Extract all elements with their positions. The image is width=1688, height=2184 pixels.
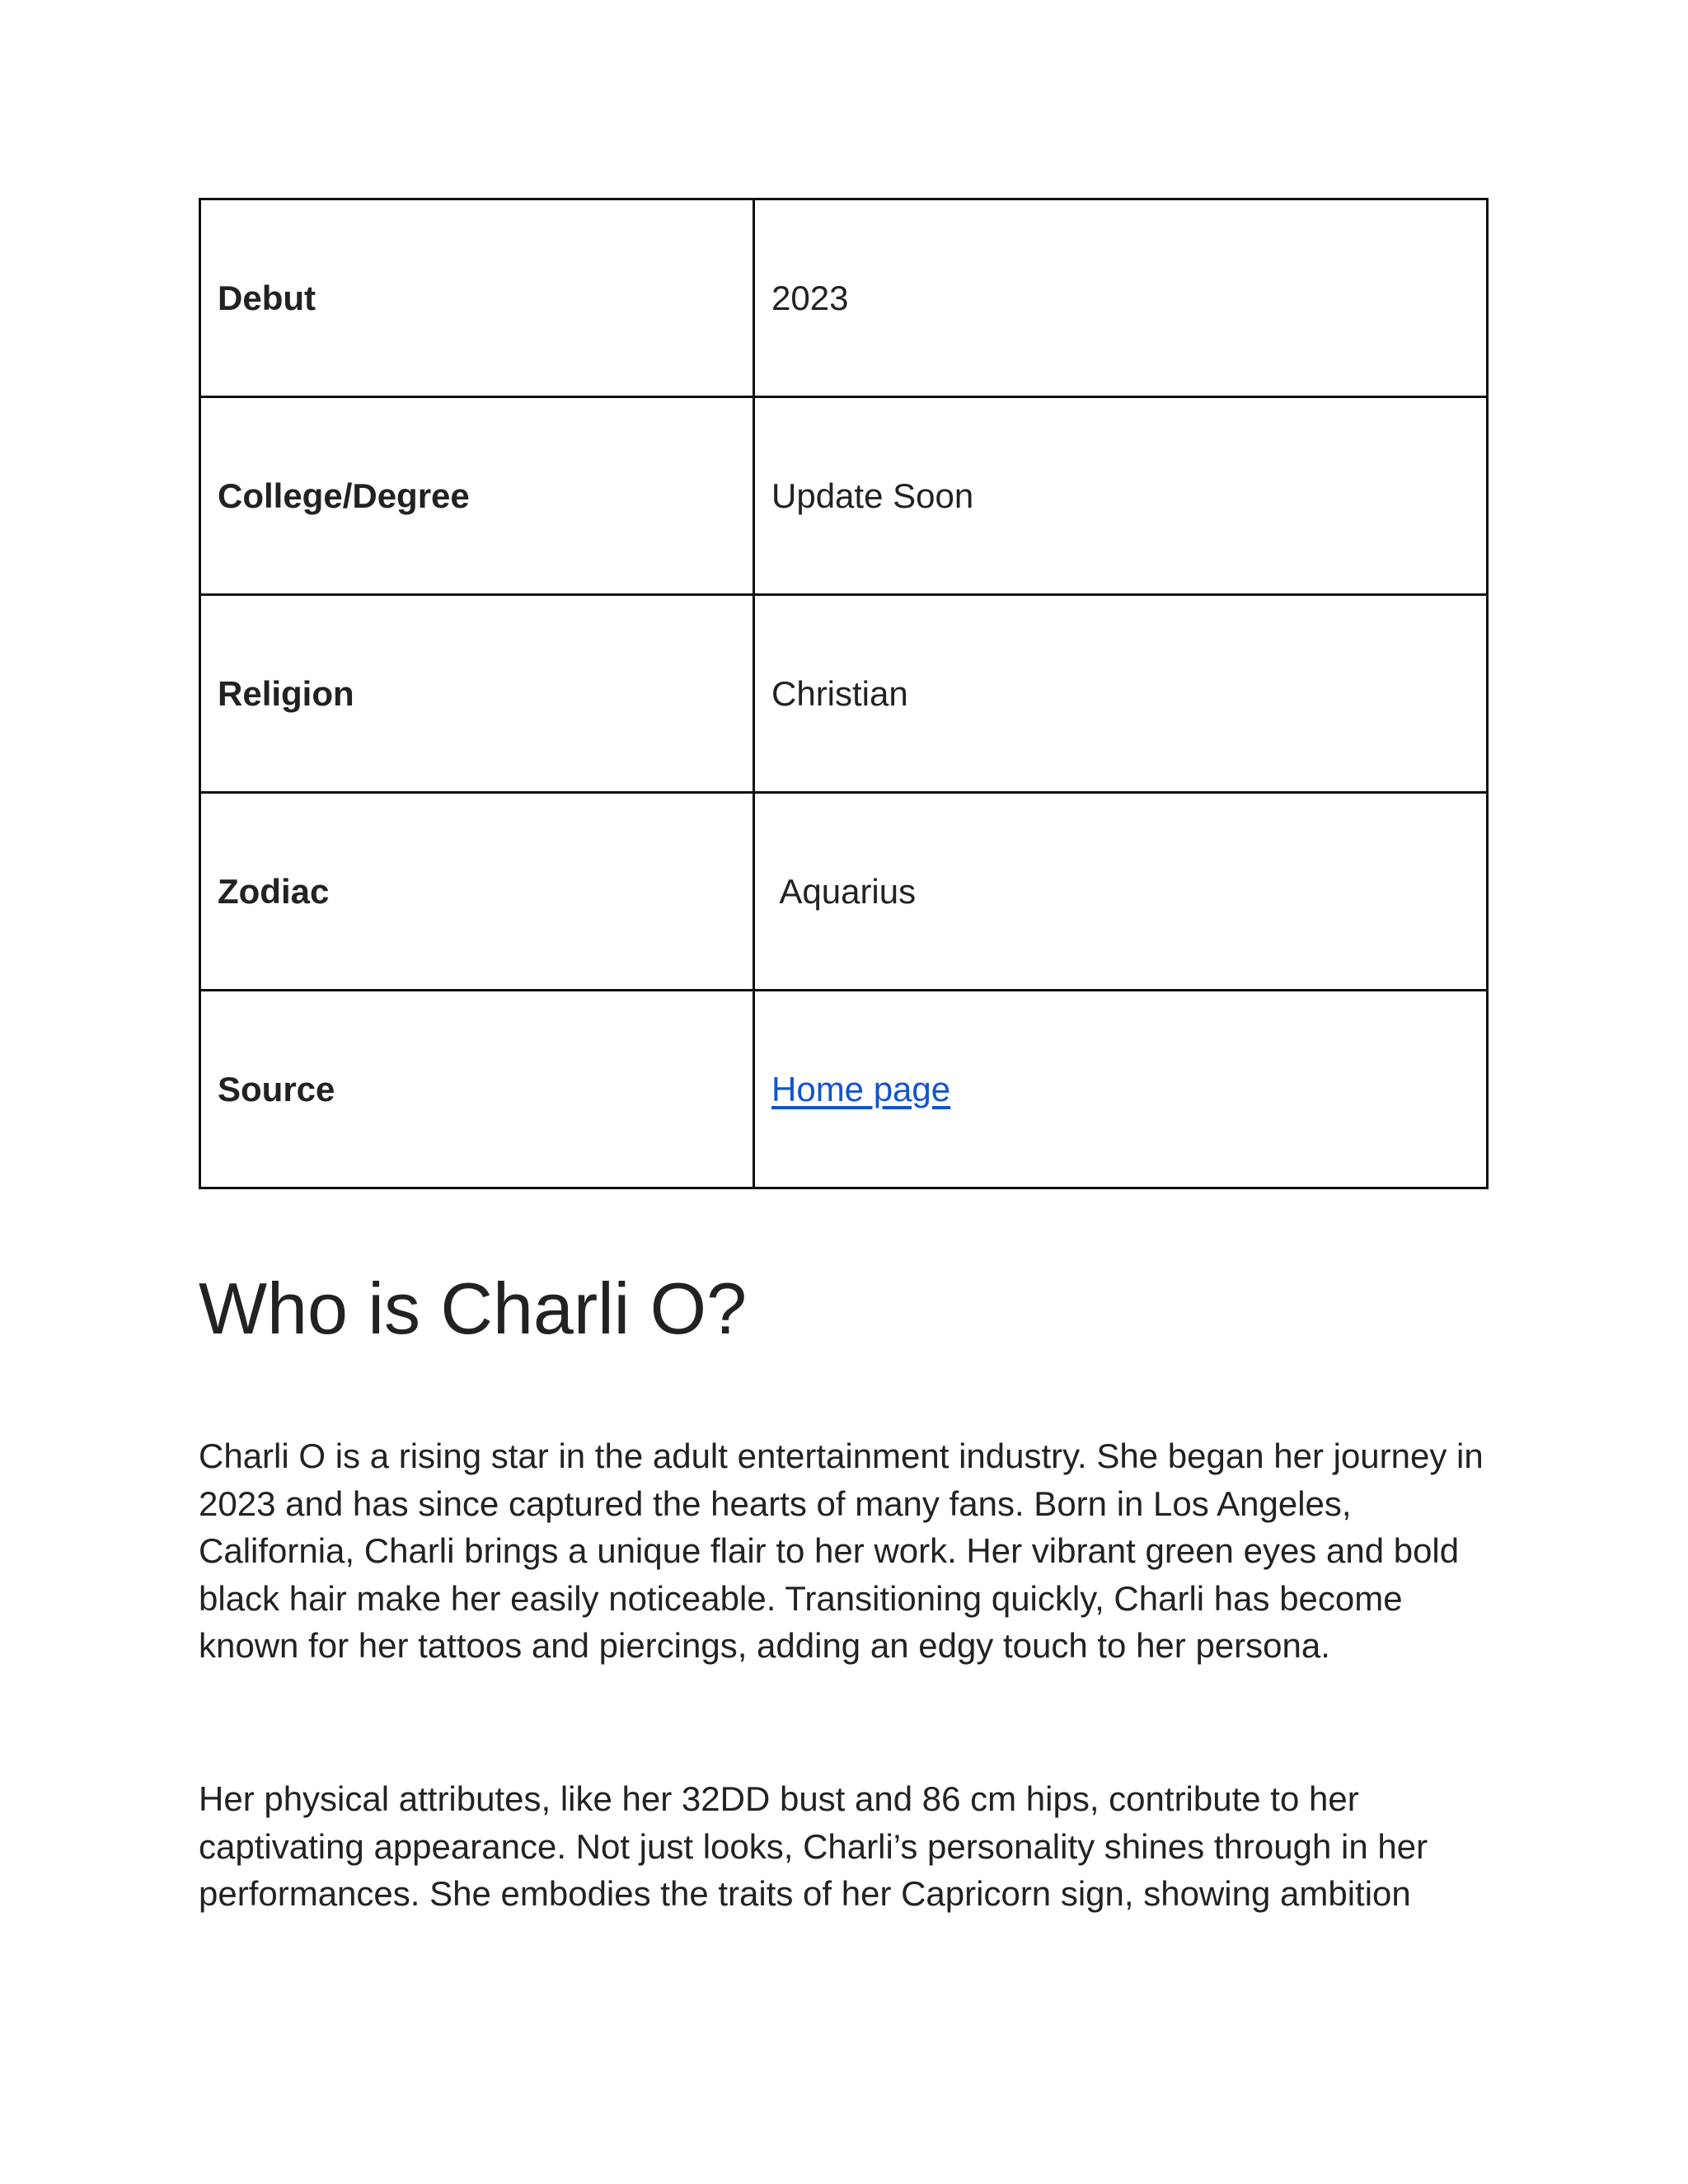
table-row bbox=[200, 991, 1488, 1188]
row-label-zodiac: Zodiac bbox=[200, 793, 754, 991]
table-row bbox=[200, 199, 1488, 397]
section-heading: Who is Charli O? bbox=[199, 1268, 748, 1349]
body-paragraph-1: Charli O is a rising star in the adult entertainment industry. She began her journey in 2023 and has since captured the hearts of many fans. Born in Los Angeles, California, Charli brings a unique flair to her work. Her vibrant green eyes and bold black hair make her easily noticeable. Transitioning quickly, Charli has become known for her tattoos and piercings, adding an edgy touch to her persona. bbox=[199, 1436, 1484, 1665]
table-row bbox=[200, 793, 1488, 991]
row-value-religion: Christian bbox=[754, 595, 1488, 793]
profile-info-table bbox=[199, 198, 1489, 1189]
body-paragraph-2: Her physical attributes, like her 32DD bust and 86 cm hips, contribute to her captivating appearance. Not just looks, Charli’s personality shines through in her performances. She embodies the traits of her Capricorn sign, showing ambition bbox=[199, 1779, 1428, 1913]
row-value-source bbox=[754, 991, 1488, 1188]
row-label-college: College/Degree bbox=[200, 397, 754, 595]
row-label-debut: Debut bbox=[200, 199, 754, 397]
row-value-college: Update Soon bbox=[754, 397, 1488, 595]
home-page-link[interactable]: Home page bbox=[771, 1069, 951, 1108]
row-label-religion: Religion bbox=[200, 595, 754, 793]
table-row bbox=[200, 595, 1488, 793]
table-row bbox=[200, 397, 1488, 595]
row-value-debut: 2023 bbox=[754, 199, 1488, 397]
row-value-zodiac: Aquarius bbox=[754, 793, 1488, 991]
row-label-source: Source bbox=[200, 991, 754, 1188]
